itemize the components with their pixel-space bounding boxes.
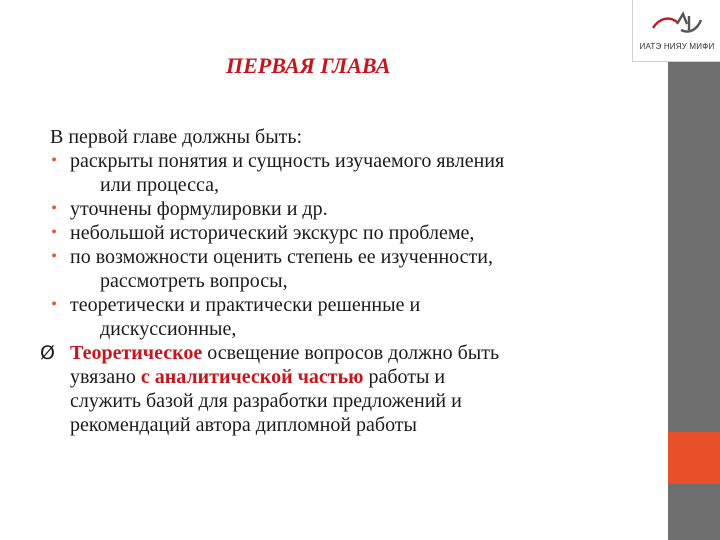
- slide-title: ПЕРВАЯ ГЛАВА: [226, 53, 391, 78]
- list-item: [40, 149, 660, 197]
- conclusion-line: служить базой для разработки предложений и: [70, 390, 462, 412]
- emphasis-text: Теоретическое: [70, 342, 203, 364]
- list-item-line: раскрыты понятия и сущность изучаемого явления: [70, 150, 505, 172]
- list-item: [40, 221, 660, 245]
- list-item-line: уточнены формулировки и др.: [70, 198, 328, 220]
- bullet-dot-icon: •: [51, 224, 57, 241]
- bullet-dot-icon: •: [51, 200, 57, 217]
- list-item-line: небольшой исторический экскурс по проблеме,: [70, 222, 475, 244]
- plain-text: освещение вопросов должно быть: [202, 342, 500, 364]
- list-item: [40, 245, 660, 293]
- bullet-dot-icon: •: [51, 296, 57, 313]
- slide-body: [40, 125, 660, 437]
- logo-block: [632, 0, 720, 62]
- list-item: [40, 197, 660, 221]
- list-item-line: рассмотреть вопросы,: [100, 270, 288, 292]
- conclusion-line: [70, 341, 660, 365]
- plain-text: работы и: [363, 366, 446, 388]
- list-item-line: теоретически и практически решенные и: [70, 294, 421, 316]
- conclusion-line: [70, 365, 660, 389]
- intro-text: В первой главе должны быть:: [50, 126, 303, 148]
- plain-text: увязано: [70, 366, 141, 388]
- institute-logo-icon: [651, 10, 703, 38]
- conclusion-line: рекомендаций автора дипломной работы: [70, 414, 417, 436]
- bullet-dot-icon: •: [51, 152, 57, 169]
- list-item-line: по возможности оценить степень ее изученности,: [70, 246, 493, 268]
- list-item-line: или процесса,: [100, 174, 220, 196]
- logo-caption: ИАТЭ НИЯУ МИФИ: [639, 42, 715, 51]
- list-item: [40, 293, 660, 341]
- emphasis-text: с аналитической частью: [140, 366, 364, 388]
- arrow-bullet-icon: Ø: [40, 342, 55, 364]
- side-accent-block: [668, 432, 720, 484]
- conclusion-item: [40, 341, 660, 437]
- bullet-dot-icon: •: [51, 248, 57, 265]
- list-item-line: дискуссионные,: [100, 318, 237, 340]
